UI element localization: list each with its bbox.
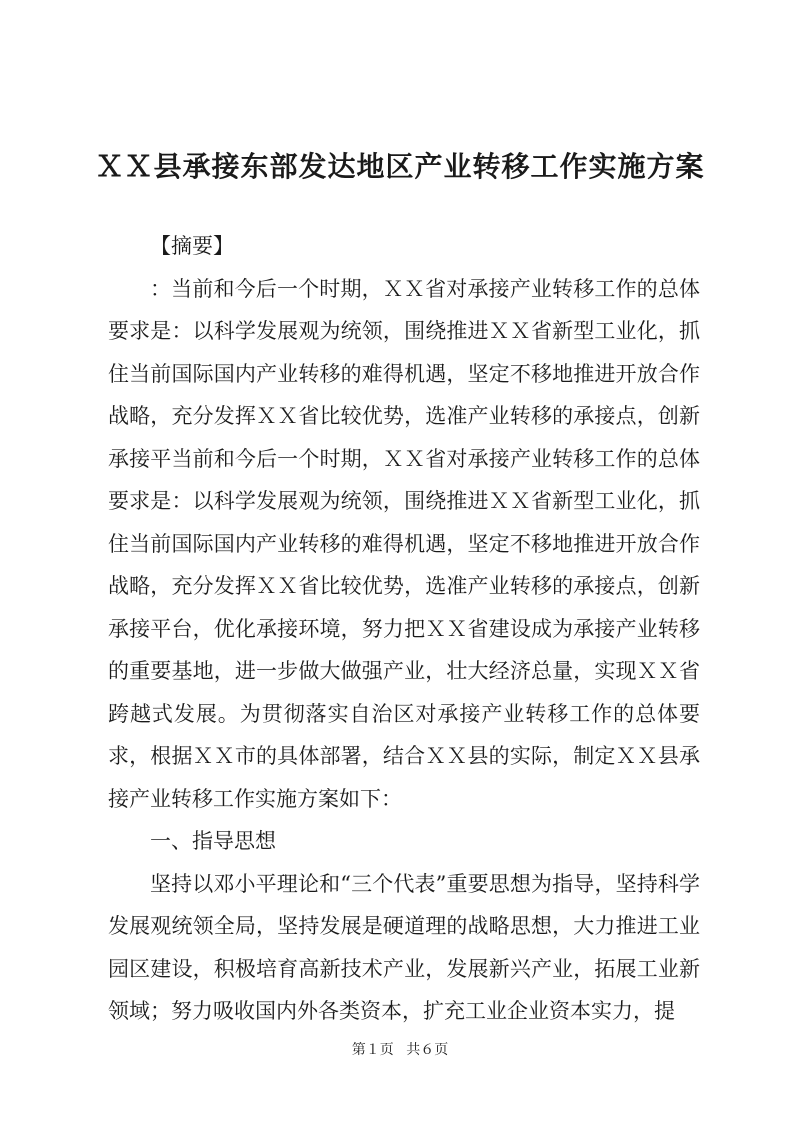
summary-label: 【摘要】 [150, 234, 234, 258]
page-number: 第１页 [351, 1042, 394, 1058]
section-heading-guiding-ideology: 一、指导思想 [150, 829, 276, 853]
summary-paragraph: ：当前和今后一个时期，ＸＸ省对承接产业转移工作的总体要求是：以科学发展观为统领，围绕推进ＸＸ省新型工业化，抓住当前国际国内产业转移的难得机遇，坚定不移地推进开放合作战略，充分发挥ＸＸ省比较优势，选准产业转移的承接点，创新承接平当前和今后一个时期，ＸＸ省对承接产业转移工作的总体要求是：以科学发展观为统领，围绕推进ＸＸ省新型工业化，抓住当前国际国内产业转移的难得机遇，坚定不移地推进开放合作战略，充分发挥ＸＸ省比较优势，选准产业转移的承接点，创新承接平台，优化承接环境，努力把ＸＸ省建设成为承接产业转移的重要基地，进一步做大做强产业，壮大经济总量，实现ＸＸ省跨越式发展。为贯彻落实自治区对承接产业转移工作的总体要求，根据ＸＸ市的具体部署，结合ＸＸ县的实际，制定ＸＸ县承接产业转移工作实施方案如下： [108, 276, 700, 811]
document-body [108, 225, 700, 1033]
page-footer [0, 1040, 800, 1060]
section-paragraph-guiding-ideology: 坚持以邓小平理论和“三个代表”重要思想为指导，坚持科学发展观统领全局，坚持发展是硬道理的战略思想，大力推进工业园区建设，积极培育高新技术产业，发展新兴产业，拓展工业新领域；努力吸收国内外各类资本，扩充工业企业资本实力，提 [108, 871, 700, 1023]
document-title: ＸＸ县承接东部发达地区产业转移工作实施方案 [95, 150, 705, 183]
page-total: 共６页 [406, 1042, 449, 1058]
